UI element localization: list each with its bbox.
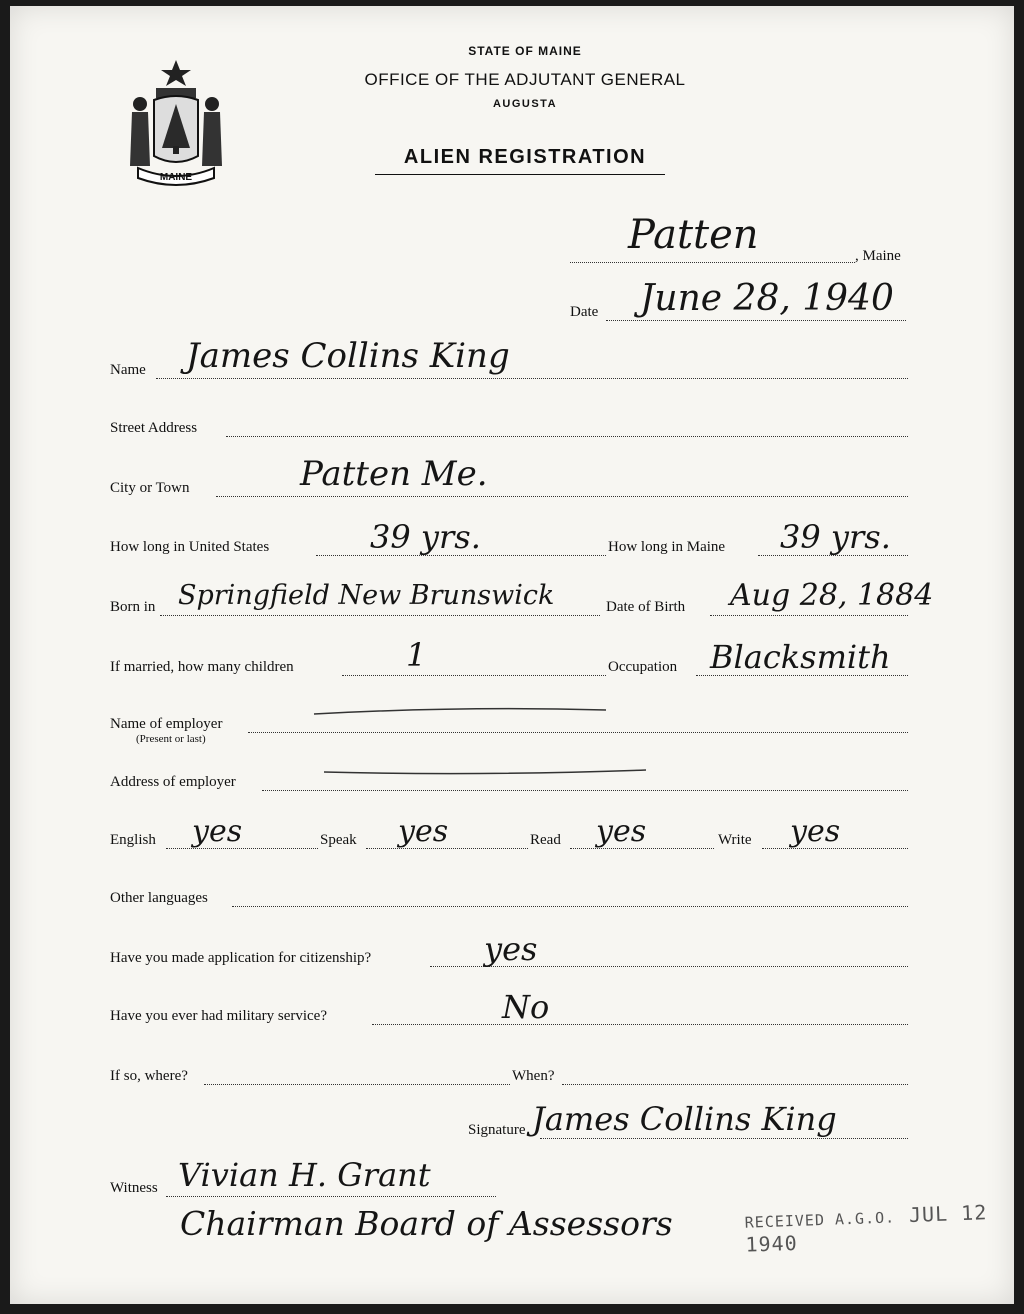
city-line	[216, 496, 908, 497]
other-languages-line	[232, 906, 908, 907]
english-label: English	[110, 832, 156, 848]
us-duration-entry: 39 yrs.	[370, 518, 481, 556]
office-heading: OFFICE OF THE ADJUTANT GENERAL	[364, 70, 686, 89]
street-line	[226, 436, 908, 437]
date-label: Date	[570, 304, 599, 320]
when-line	[562, 1084, 908, 1085]
other-languages-label: Other languages	[110, 890, 208, 906]
street-label: Street Address	[110, 420, 198, 436]
write-label: Write	[718, 832, 752, 848]
children-entry: 1	[406, 636, 427, 674]
birth-date-label: Date of Birth	[606, 599, 686, 615]
military-label: Have you ever had military service?	[110, 1008, 327, 1024]
birth-date-line	[710, 615, 908, 616]
town-entry: Patten	[628, 212, 759, 258]
born-in-label: Born in	[110, 599, 156, 615]
employer-address-line	[262, 790, 908, 791]
signature-line	[540, 1138, 908, 1139]
state-heading: STATE OF MAINE	[468, 44, 582, 58]
svg-text:MAINE: MAINE	[159, 172, 193, 183]
name-entry: James Collins King	[186, 336, 510, 376]
city-entry: Patten Me.	[300, 454, 488, 494]
where-label: If so, where?	[110, 1068, 188, 1084]
date-line	[606, 320, 906, 321]
employer-line	[248, 732, 908, 733]
military-line	[372, 1024, 908, 1025]
read-label: Read	[530, 832, 561, 848]
when-label: When?	[512, 1068, 555, 1084]
employer-address-label: Address of employer	[110, 774, 236, 790]
city-heading: AUGUSTA	[492, 98, 558, 110]
military-entry: No	[502, 988, 550, 1026]
date-entry: June 28, 1940	[640, 278, 894, 319]
children-line	[342, 675, 606, 676]
name-line	[156, 378, 908, 379]
speak-label: Speak	[320, 832, 357, 848]
signature-entry: James Collins King	[532, 1100, 837, 1138]
english-entry: yes	[192, 814, 243, 849]
employer-dash-mark	[310, 702, 610, 722]
employer-note: (Present or last)	[136, 733, 206, 745]
city-label: City or Town	[110, 480, 190, 496]
employer-label: Name of employer	[110, 716, 223, 732]
speak-entry: yes	[398, 814, 449, 849]
maine-label: , Maine	[855, 248, 901, 264]
maine-duration-entry: 39 yrs.	[780, 518, 891, 556]
citizenship-entry: yes	[484, 930, 538, 968]
witness-label: Witness	[110, 1180, 158, 1196]
maine-duration-label: How long in Maine	[608, 539, 726, 555]
witness-entry: Vivian H. Grant	[178, 1156, 431, 1194]
name-label: Name	[110, 362, 146, 378]
witness-line	[166, 1196, 496, 1197]
received-stamp-date: JUL 12 1940	[745, 1200, 988, 1257]
born-in-line	[160, 615, 600, 616]
received-stamp	[744, 1199, 1015, 1256]
received-stamp-text: RECEIVED A.G.O.	[744, 1208, 896, 1232]
write-entry: yes	[790, 814, 841, 849]
read-entry: yes	[596, 814, 647, 849]
witness-title-entry: Chairman Board of Assessors	[180, 1204, 673, 1243]
us-duration-label: How long in United States	[110, 539, 270, 555]
maine-state-seal	[118, 56, 234, 188]
registration-form	[10, 6, 1014, 1304]
occupation-label: Occupation	[608, 659, 678, 675]
born-in-entry: Springfield New Brunswick	[178, 580, 555, 611]
town-line	[570, 262, 855, 263]
citizenship-label: Have you made application for citizenship?	[110, 950, 372, 966]
signature-label: Signature	[468, 1122, 526, 1138]
birth-date-entry: Aug 28, 1884	[730, 578, 934, 613]
title-underline	[375, 174, 665, 175]
occupation-entry: Blacksmith	[710, 638, 891, 676]
where-line	[204, 1084, 510, 1085]
employer-address-dash-mark	[320, 762, 650, 782]
form-title: ALIEN REGISTRATION	[403, 146, 647, 168]
children-label: If married, how many children	[110, 659, 294, 675]
